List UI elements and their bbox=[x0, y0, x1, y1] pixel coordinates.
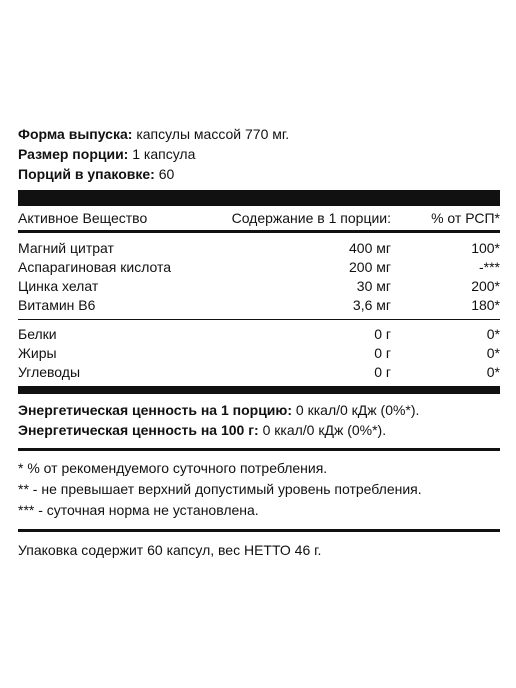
table-row bbox=[18, 277, 500, 296]
header-substance: Активное Вещество bbox=[18, 209, 148, 226]
row-amount: 3,6 мг bbox=[352, 297, 391, 313]
table-row bbox=[18, 296, 500, 315]
row-name: Аспарагиновая кислота bbox=[18, 259, 172, 275]
row-amount: 400 мг bbox=[349, 240, 391, 256]
serving-size-value: 1 капсула bbox=[132, 146, 196, 162]
row-pct: 0* bbox=[486, 364, 500, 380]
supplement-facts-label bbox=[18, 124, 500, 560]
package-contents-text: Упаковка содержит 60 капсул, вес НЕТТО 46 г. bbox=[18, 541, 322, 558]
release-form-value: капсулы массой 770 мг. bbox=[136, 126, 290, 142]
row-pct: 200* bbox=[471, 278, 500, 294]
row-amount: 0 г bbox=[374, 345, 391, 361]
row-name: Магний цитрат bbox=[18, 240, 114, 256]
energy-per-serving-label: Энергетическая ценность на 1 порцию: bbox=[18, 401, 293, 418]
footnote: *** - суточная норма не установлена. bbox=[18, 502, 259, 518]
actives-block bbox=[18, 233, 500, 319]
row-pct: 0* bbox=[486, 326, 500, 342]
energy-per-serving-line bbox=[18, 400, 500, 420]
row-pct: 180* bbox=[471, 297, 500, 313]
row-amount: 0 г bbox=[374, 364, 391, 380]
table-row bbox=[18, 258, 500, 277]
header-rdi: % от РСП* bbox=[431, 209, 500, 226]
table-row bbox=[18, 344, 500, 363]
servings-per-pack-label: Порций в упаковке: bbox=[18, 166, 155, 182]
footnote: ** - не превышает верхний допустимый уровень потребления. bbox=[18, 481, 422, 497]
energy-block bbox=[18, 394, 500, 448]
row-name: Витамин B6 bbox=[18, 297, 96, 313]
table-row bbox=[18, 363, 500, 382]
table-row bbox=[18, 325, 500, 344]
row-amount: 200 мг bbox=[349, 259, 391, 275]
footnote: * % от рекомендуемого суточного потребления. bbox=[18, 460, 328, 476]
servings-per-pack-line bbox=[18, 164, 500, 184]
row-amount: 0 г bbox=[374, 326, 391, 342]
release-form-label: Форма выпуска: bbox=[18, 126, 133, 142]
macros-block bbox=[18, 320, 500, 386]
row-name: Цинка хелат bbox=[18, 278, 99, 294]
row-name: Белки bbox=[18, 326, 57, 342]
footnotes-block bbox=[18, 451, 500, 529]
macros-divider bbox=[18, 386, 500, 394]
row-pct: 0* bbox=[486, 345, 500, 361]
row-pct: -*** bbox=[478, 259, 500, 275]
footer-block bbox=[18, 532, 500, 560]
energy-per-100g-value: 0 ккал/0 кДж (0%*). bbox=[262, 421, 387, 438]
energy-per-100g-label: Энергетическая ценность на 100 г: bbox=[18, 421, 259, 438]
serving-size-label: Размер порции: bbox=[18, 146, 129, 162]
servings-per-pack-value: 60 bbox=[158, 166, 175, 182]
row-name: Углеводы bbox=[18, 364, 81, 380]
row-amount: 30 мг bbox=[356, 278, 391, 294]
table-row bbox=[18, 239, 500, 258]
release-form-line bbox=[18, 124, 500, 144]
table-header-row bbox=[18, 206, 500, 230]
row-name: Жиры bbox=[18, 345, 57, 361]
energy-per-serving-value: 0 ккал/0 кДж (0%*). bbox=[295, 401, 420, 418]
row-pct: 100* bbox=[471, 240, 500, 256]
energy-per-100g-line bbox=[18, 420, 500, 440]
header-content: Содержание в 1 порции: bbox=[231, 209, 391, 226]
serving-size-line bbox=[18, 144, 500, 164]
top-black-bar bbox=[18, 190, 500, 206]
